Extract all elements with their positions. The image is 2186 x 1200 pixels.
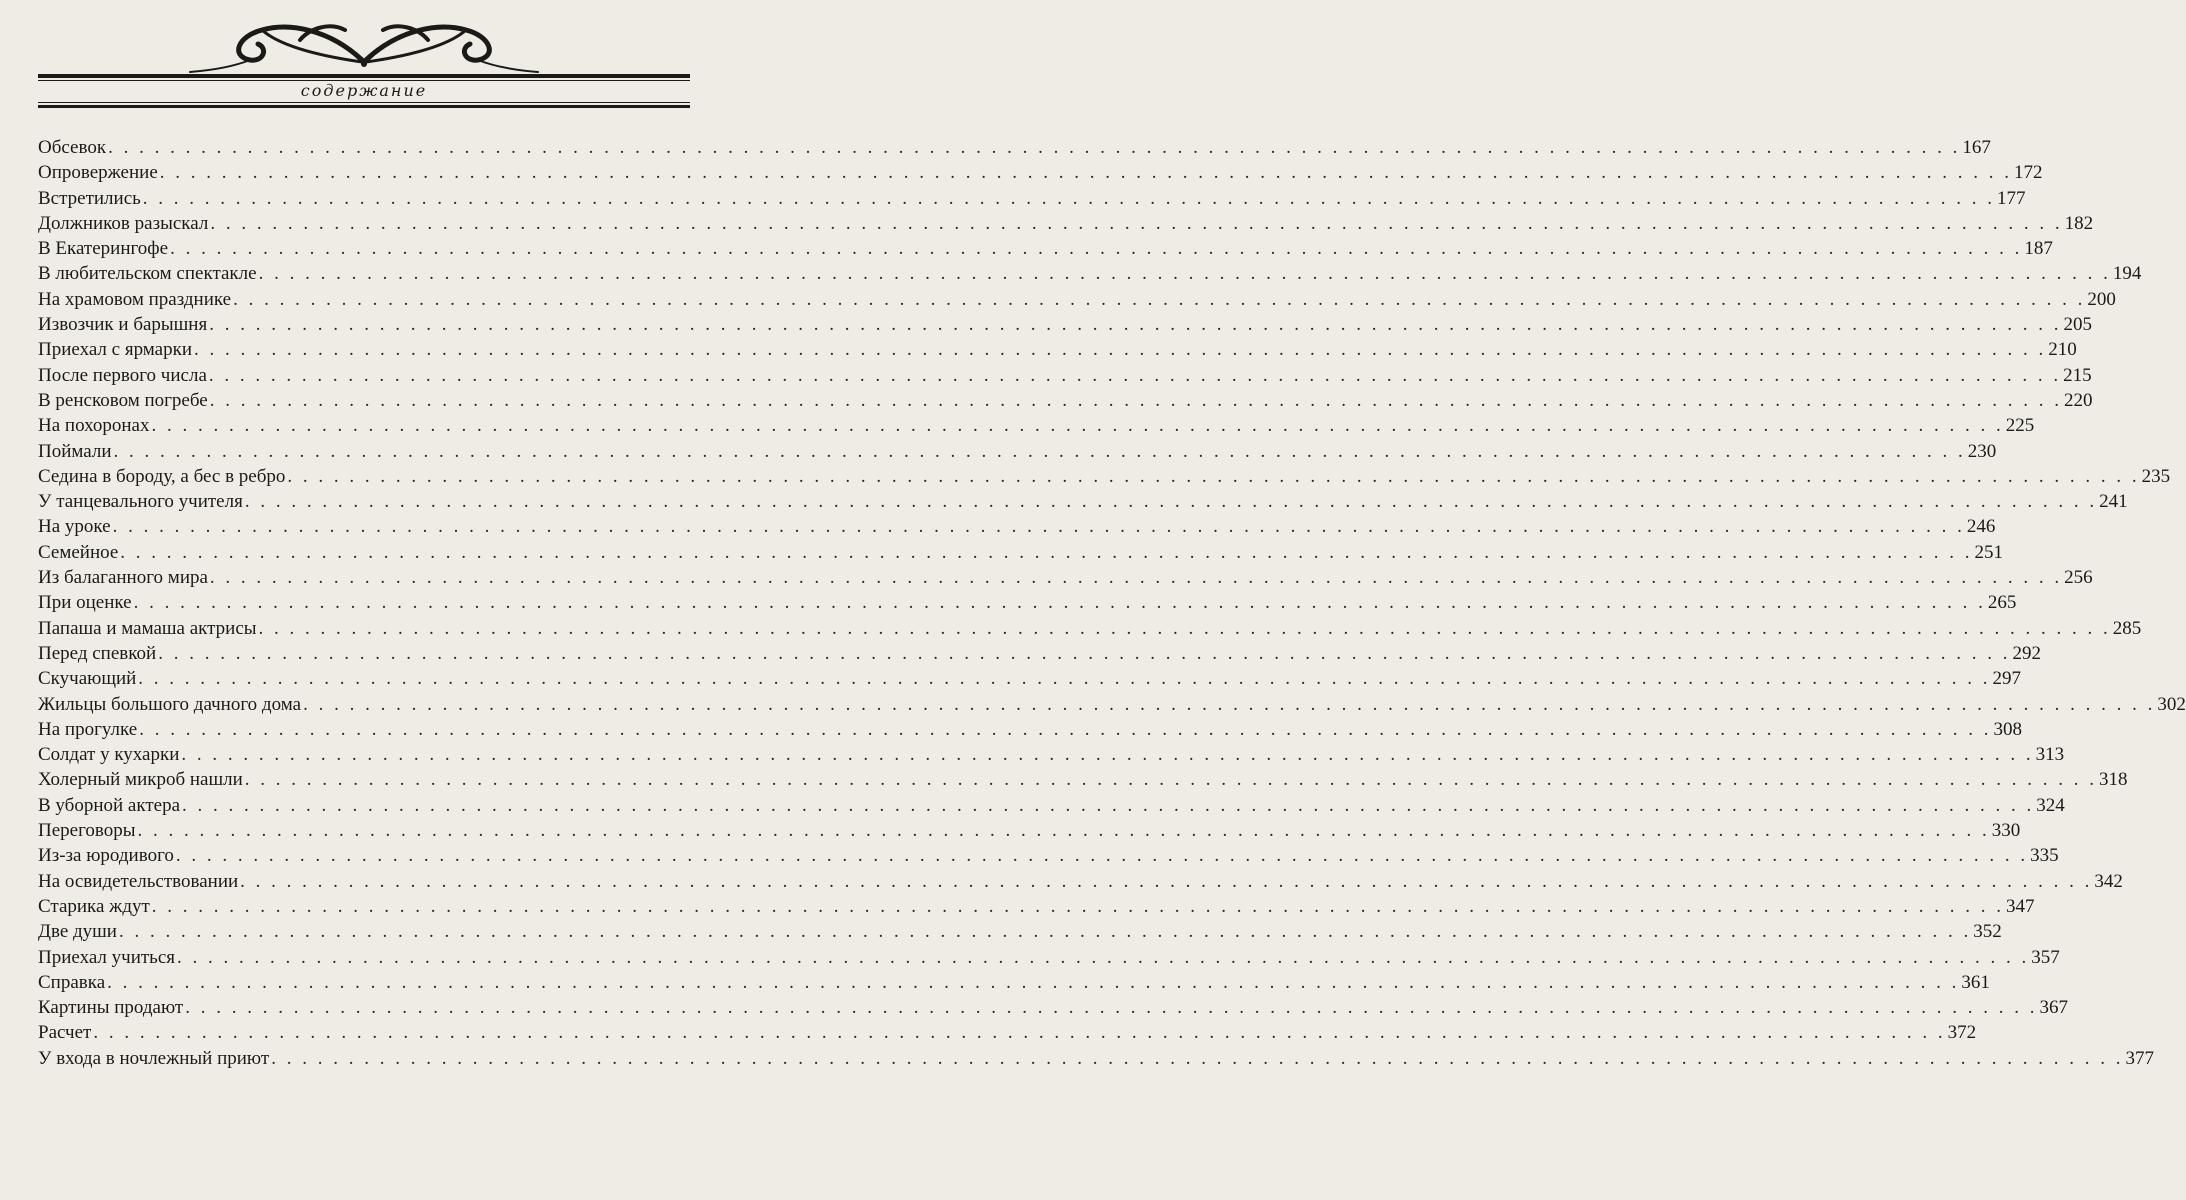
table-of-contents: [38, 135, 2186, 1071]
toc-entry-page: 235: [2141, 465, 2171, 487]
toc-entry-title: Солдат у кухарки: [38, 744, 180, 766]
toc-entry-title: Поймали: [38, 440, 112, 462]
toc-dot-leader: . . . . . . . . . . . . . . . . . . . . . . . . . . . . . . . . . . . . . . . . . . . . . . . . . . . . . . . . . . . . . . . . . . . . . . . . . . . . . . . . . . . . . . . . . . . . . . . . . . . . . . . . . . . . . . . . . . . . . . . .: [258, 263, 2111, 285]
toc-entry-title: Приехал учиться: [38, 946, 176, 968]
toc-entry-page: 187: [2024, 238, 2053, 260]
toc-entry: [38, 489, 2128, 514]
toc-entry-page: 194: [2112, 263, 2142, 285]
toc-dot-leader: . . . . . . . . . . . . . . . . . . . . . . . . . . . . . . . . . . . . . . . . . . . . . . . . . . . . . . . . . . . . . . . . . . . . . . . . . . . . . . . . . . . . . . . . . . . . . . . . . . . . . . . . . . . . . . . . . . . . . . . .: [158, 642, 2011, 664]
toc-entry-title: Седина в бороду, а бес в ребро: [38, 465, 286, 487]
toc-dot-leader: . . . . . . . . . . . . . . . . . . . . . . . . . . . . . . . . . . . . . . . . . . . . . . . . . . . . . . . . . . . . . . . . . . . . . . . . . . . . . . . . . . . . . . . . . . . . . . . . . . . . . . . . . . . . . . . . . . . . . . . .: [209, 314, 2062, 336]
toc-dot-leader: . . . . . . . . . . . . . . . . . . . . . . . . . . . . . . . . . . . . . . . . . . . . . . . . . . . . . . . . . . . . . . . . . . . . . . . . . . . . . . . . . . . . . . . . . . . . . . . . . . . . . . . . . . . . . . . . . . . . . . . .: [181, 744, 2034, 766]
toc-dot-leader: . . . . . . . . . . . . . . . . . . . . . . . . . . . . . . . . . . . . . . . . . . . . . . . . . . . . . . . . . . . . . . . . . . . . . . . . . . . . . . . . . . . . . . . . . . . . . . . . . . . . . . . . . . . . . . . . . . . . . . . .: [120, 541, 1973, 563]
toc-entry: [38, 742, 2065, 767]
toc-entry-page: 342: [2094, 870, 2123, 892]
toc-entry-page: 361: [1961, 971, 1990, 993]
toc-entry: [38, 337, 2077, 362]
toc-entry-title: При оценке: [38, 592, 132, 614]
toc-entry: [38, 363, 2092, 388]
toc-entry: [38, 869, 2123, 894]
toc-entry: [38, 717, 2022, 742]
toc-entry-page: 367: [2039, 997, 2068, 1019]
header-rule-top: [38, 74, 690, 78]
toc-dot-leader: . . . . . . . . . . . . . . . . . . . . . . . . . . . . . . . . . . . . . . . . . . . . . . . . . . . . . . . . . . . . . . . . . . . . . . . . . . . . . . . . . . . . . . . . . . . . . . . . . . . . . . . . . . . . . . . . . . . . . . . .: [138, 668, 1991, 690]
toc-entry-page: 357: [2031, 946, 2060, 968]
toc-dot-leader: . . . . . . . . . . . . . . . . . . . . . . . . . . . . . . . . . . . . . . . . . . . . . . . . . . . . . . . . . . . . . . . . . . . . . . . . . . . . . . . . . . . . . . . . . . . . . . . . . . . . . . . . . . . . . . . . . . . . . . . .: [151, 415, 2004, 437]
toc-entry: [38, 995, 2068, 1020]
toc-entry: [38, 616, 2142, 641]
toc-dot-leader: . . . . . . . . . . . . . . . . . . . . . . . . . . . . . . . . . . . . . . . . . . . . . . . . . . . . . . . . . . . . . . . . . . . . . . . . . . . . . . . . . . . . . . . . . . . . . . . . . . . . . . . . . . . . . . . . . . . . . . . .: [182, 794, 2035, 816]
toc-entry-page: 256: [2064, 567, 2093, 589]
toc-entry: [38, 464, 2171, 489]
toc-entry-title: Обсевок: [38, 137, 107, 158]
toc-entry-title: Переговоры: [38, 820, 136, 842]
toc-entry: [38, 767, 2128, 792]
toc-entry-title: Папаша и мамаша актрисы: [38, 617, 257, 639]
toc-entry-page: 246: [1966, 516, 1996, 538]
toc-entry-title: Перед спевкой: [38, 642, 157, 664]
toc-entry: [38, 514, 1996, 539]
toc-entry-title: Извозчик и барышня: [38, 314, 208, 336]
toc-entry: [38, 919, 2002, 944]
toc-entry-page: 205: [2063, 314, 2092, 336]
header-rule-bottom-thin: [38, 102, 690, 103]
toc-entry-page: 172: [2014, 162, 2043, 184]
toc-dot-leader: . . . . . . . . . . . . . . . . . . . . . . . . . . . . . . . . . . . . . . . . . . . . . . . . . . . . . . . . . . . . . . . . . . . . . . . . . . . . . . . . . . . . . . . . . . . . . . . . . . . . . . . . . . . . . . . . . . . . . . . .: [142, 187, 1996, 209]
toc-dot-leader: . . . . . . . . . . . . . . . . . . . . . . . . . . . . . . . . . . . . . . . . . . . . . . . . . . . . . . . . . . . . . . . . . . . . . . . . . . . . . . . . . . . . . . . . . . . . . . . . . . . . . . . . . . . . . . . . . . . . . . . .: [209, 567, 2063, 589]
toc-dot-leader: . . . . . . . . . . . . . . . . . . . . . . . . . . . . . . . . . . . . . . . . . . . . . . . . . . . . . . . . . . . . . . . . . . . . . . . . . . . . . . . . . . . . . . . . . . . . . . . . . . . . . . . . . . . . . . . . . . . . . . . .: [244, 491, 2098, 513]
toc-entry-title: Семейное: [38, 541, 119, 563]
toc-entry-page: 177: [1997, 187, 2026, 209]
header-rule-bottom: [38, 105, 690, 108]
toc-entry-title: Справка: [38, 971, 106, 993]
toc-entry-title: У танцевального учителя: [38, 491, 243, 513]
toc-dot-leader: . . . . . . . . . . . . . . . . . . . . . . . . . . . . . . . . . . . . . . . . . . . . . . . . . . . . . . . . . . . . . . . . . . . . . . . . . . . . . . . . . . . . . . . . . . . . . . . . . . . . . . . . . . . . . . . . . . . . . . . .: [159, 162, 2013, 184]
toc-entry: [38, 1046, 2154, 1071]
toc-dot-leader: . . . . . . . . . . . . . . . . . . . . . . . . . . . . . . . . . . . . . . . . . . . . . . . . . . . . . . . . . . . . . . . . . . . . . . . . . . . . . . . . . . . . . . . . . . . . . . . . . . . . . . . . . . . . . . . . . . . . . . . .: [108, 137, 1961, 158]
toc-entry-title: Картины продают: [38, 997, 184, 1019]
header-ornament: [0, 0, 728, 80]
toc-entry: [38, 160, 2043, 185]
toc-entry-title: В Екатерингофе: [38, 238, 169, 260]
toc-dot-leader: . . . . . . . . . . . . . . . . . . . . . . . . . . . . . . . . . . . . . . . . . . . . . . . . . . . . . . . . . . . . . . . . . . . . . . . . . . . . . . . . . . . . . . . . . . . . . . . . . . . . . . . . . . . . . . . . . . . . . . . .: [233, 288, 2086, 310]
toc-entry: [38, 970, 1990, 995]
toc-dot-leader: . . . . . . . . . . . . . . . . . . . . . . . . . . . . . . . . . . . . . . . . . . . . . . . . . . . . . . . . . . . . . . . . . . . . . . . . . . . . . . . . . . . . . . . . . . . . . . . . . . . . . . . . . . . . . . . . . . . . . . . .: [107, 971, 1960, 993]
toc-entry-page: 372: [1947, 1022, 1977, 1044]
toc-entry-page: 230: [1967, 440, 1997, 462]
toc-entry-page: 210: [2048, 339, 2077, 361]
section-heading-text: содержание: [291, 81, 437, 100]
toc-entry: [38, 565, 2093, 590]
toc-entry: [38, 818, 2021, 843]
toc-dot-leader: . . . . . . . . . . . . . . . . . . . . . . . . . . . . . . . . . . . . . . . . . . . . . . . . . . . . . . . . . . . . . . . . . . . . . . . . . . . . . . . . . . . . . . . . . . . . . . . . . . . . . . . . . . . . . . . . . . . . . . . .: [133, 592, 1986, 614]
toc-dot-leader: . . . . . . . . . . . . . . . . . . . . . . . . . . . . . . . . . . . . . . . . . . . . . . . . . . . . . . . . . . . . . . . . . . . . . . . . . . . . . . . . . . . . . . . . . . . . . . . . . . . . . . . . . . . . . . . . . . . . . . . .: [177, 946, 2030, 968]
toc-entry: [38, 793, 2065, 818]
toc-entry-title: Расчет: [38, 1022, 92, 1044]
toc-entry-title: Скучающий: [38, 668, 137, 690]
toc-dot-leader: . . . . . . . . . . . . . . . . . . . . . . . . . . . . . . . . . . . . . . . . . . . . . . . . . . . . . . . . . . . . . . . . . . . . . . . . . . . . . . . . . . . . . . . . . . . . . . . . . . . . . . . . . . . . . . . . . . . . . . . .: [271, 1047, 2124, 1069]
toc-dot-leader: . . . . . . . . . . . . . . . . . . . . . . . . . . . . . . . . . . . . . . . . . . . . . . . . . . . . . . . . . . . . . . . . . . . . . . . . . . . . . . . . . . . . . . . . . . . . . . . . . . . . . . . . . . . . . . . . . . . . . . . .: [208, 364, 2062, 386]
toc-dot-leader: . . . . . . . . . . . . . . . . . . . . . . . . . . . . . . . . . . . . . . . . . . . . . . . . . . . . . . . . . . . . . . . . . . . . . . . . . . . . . . . . . . . . . . . . . . . . . . . . . . . . . . . . . . . . . . . . . . . . . . . .: [170, 238, 2023, 260]
toc-entry-page: 347: [2006, 895, 2035, 917]
toc-entry: [38, 540, 2004, 565]
toc-entry: [38, 666, 2022, 691]
toc-entry-page: 251: [1974, 541, 2004, 563]
toc-entry: [38, 388, 2093, 413]
toc-entry: [38, 236, 2053, 261]
toc-dot-leader: . . . . . . . . . . . . . . . . . . . . . . . . . . . . . . . . . . . . . . . . . . . . . . . . . . . . . . . . . . . . . . . . . . . . . . . . . . . . . . . . . . . . . . . . . . . . . . . . . . . . . . . . . . . . . . . . . . . . . . . .: [93, 1022, 1946, 1044]
toc-entry-title: Должников разыскал: [38, 212, 209, 234]
toc-entry: [38, 590, 2017, 615]
toc-dot-leader: . . . . . . . . . . . . . . . . . . . . . . . . . . . . . . . . . . . . . . . . . . . . . . . . . . . . . . . . . . . . . . . . . . . . . . . . . . . . . . . . . . . . . . . . . . . . . . . . . . . . . . . . . . . . . . . . . . . . . . . .: [240, 870, 2093, 892]
toc-entry-title: После первого числа: [38, 364, 207, 386]
toc-dot-leader: . . . . . . . . . . . . . . . . . . . . . . . . . . . . . . . . . . . . . . . . . . . . . . . . . . . . . . . . . . . . . . . . . . . . . . . . . . . . . . . . . . . . . . . . . . . . . . . . . . . . . . . . . . . . . . . . . . . . . . . .: [303, 693, 2156, 715]
toc-entry-title: В любительском спектакле: [38, 263, 257, 285]
toc-entry-page: 377: [2125, 1047, 2154, 1069]
toc-entry-title: Холерный микроб нашли: [38, 769, 243, 791]
toc-entry-title: Жильцы большого дачного дома: [38, 693, 302, 715]
toc-dot-leader: . . . . . . . . . . . . . . . . . . . . . . . . . . . . . . . . . . . . . . . . . . . . . . . . . . . . . . . . . . . . . . . . . . . . . . . . . . . . . . . . . . . . . . . . . . . . . . . . . . . . . . . . . . . . . . . . . . . . . . . .: [185, 997, 2038, 1019]
toc-dot-leader: . . . . . . . . . . . . . . . . . . . . . . . . . . . . . . . . . . . . . . . . . . . . . . . . . . . . . . . . . . . . . . . . . . . . . . . . . . . . . . . . . . . . . . . . . . . . . . . . . . . . . . . . . . . . . . . . . . . . . . . .: [210, 212, 2063, 234]
toc-entry-page: 330: [1991, 820, 2021, 842]
section-heading: [0, 81, 728, 101]
toc-entry: [38, 692, 2186, 717]
toc-entry-page: 167: [1962, 137, 1991, 158]
toc-entry-title: Из балаганного мира: [38, 567, 208, 589]
toc-dot-leader: . . . . . . . . . . . . . . . . . . . . . . . . . . . . . . . . . . . . . . . . . . . . . . . . . . . . . . . . . . . . . . . . . . . . . . . . . . . . . . . . . . . . . . . . . . . . . . . . . . . . . . . . . . . . . . . . . . . . . . . .: [113, 440, 1966, 462]
toc-entry: [38, 843, 2059, 868]
toc-entry-title: Опровержение: [38, 162, 158, 184]
toc-entry: [38, 312, 2092, 337]
toc-entry-page: 308: [1993, 718, 2022, 740]
toc-dot-leader: . . . . . . . . . . . . . . . . . . . . . . . . . . . . . . . . . . . . . . . . . . . . . . . . . . . . . . . . . . . . . . . . . . . . . . . . . . . . . . . . . . . . . . . . . . . . . . . . . . . . . . . . . . . . . . . . . . . . . . . .: [287, 465, 2140, 487]
toc-entry-title: Встретились: [38, 187, 141, 209]
toc-entry-page: 215: [2063, 364, 2092, 386]
toc-dot-leader: . . . . . . . . . . . . . . . . . . . . . . . . . . . . . . . . . . . . . . . . . . . . . . . . . . . . . . . . . . . . . . . . . . . . . . . . . . . . . . . . . . . . . . . . . . . . . . . . . . . . . . . . . . . . . . . . . . . . . . . .: [175, 845, 2029, 867]
toc-entry-page: 318: [2099, 769, 2128, 791]
toc-entry: [38, 186, 2026, 211]
toc-entry: [38, 211, 2094, 236]
toc-entry-title: Из-за юродивого: [38, 845, 174, 867]
toc-entry-title: Приехал с ярмарки: [38, 339, 193, 361]
toc-dot-leader: . . . . . . . . . . . . . . . . . . . . . . . . . . . . . . . . . . . . . . . . . . . . . . . . . . . . . . . . . . . . . . . . . . . . . . . . . . . . . . . . . . . . . . . . . . . . . . . . . . . . . . . . . . . . . . . . . . . . . . . .: [194, 339, 2047, 361]
toc-dot-leader: . . . . . . . . . . . . . . . . . . . . . . . . . . . . . . . . . . . . . . . . . . . . . . . . . . . . . . . . . . . . . . . . . . . . . . . . . . . . . . . . . . . . . . . . . . . . . . . . . . . . . . . . . . . . . . . . . . . . . . . .: [209, 389, 2062, 411]
toc-entry-page: 241: [2099, 491, 2128, 513]
toc-dot-leader: . . . . . . . . . . . . . . . . . . . . . . . . . . . . . . . . . . . . . . . . . . . . . . . . . . . . . . . . . . . . . . . . . . . . . . . . . . . . . . . . . . . . . . . . . . . . . . . . . . . . . . . . . . . . . . . . . . . . . . . .: [151, 895, 2005, 917]
toc-dot-leader: . . . . . . . . . . . . . . . . . . . . . . . . . . . . . . . . . . . . . . . . . . . . . . . . . . . . . . . . . . . . . . . . . . . . . . . . . . . . . . . . . . . . . . . . . . . . . . . . . . . . . . . . . . . . . . . . . . . . . . . .: [118, 921, 1972, 943]
toc-entry-title: На храмовом празднике: [38, 288, 232, 310]
toc-entry: [38, 945, 2060, 970]
toc-entry-page: 225: [2005, 415, 2035, 437]
toc-entry: [38, 641, 2041, 666]
toc-entry-page: 352: [1973, 921, 2002, 943]
toc-entry-title: Старика ждут: [38, 895, 150, 917]
toc-entry: [38, 135, 1991, 160]
toc-entry-title: В ренсковом погребе: [38, 389, 208, 411]
toc-dot-leader: . . . . . . . . . . . . . . . . . . . . . . . . . . . . . . . . . . . . . . . . . . . . . . . . . . . . . . . . . . . . . . . . . . . . . . . . . . . . . . . . . . . . . . . . . . . . . . . . . . . . . . . . . . . . . . . . . . . . . . . .: [112, 516, 1965, 538]
toc-entry-title: На похоронах: [38, 415, 150, 437]
toc-entry: [38, 287, 2116, 312]
toc-entry-title: На освидетельствовании: [38, 870, 239, 892]
toc-entry: [38, 413, 2035, 438]
toc-entry: [38, 439, 1997, 464]
toc-dot-leader: . . . . . . . . . . . . . . . . . . . . . . . . . . . . . . . . . . . . . . . . . . . . . . . . . . . . . . . . . . . . . . . . . . . . . . . . . . . . . . . . . . . . . . . . . . . . . . . . . . . . . . . . . . . . . . . . . . . . . . . .: [139, 718, 1992, 740]
toc-entry: [38, 261, 2142, 286]
toc-entry-page: 182: [2064, 212, 2094, 234]
toc-entry-page: 292: [2012, 642, 2041, 664]
toc-dot-leader: . . . . . . . . . . . . . . . . . . . . . . . . . . . . . . . . . . . . . . . . . . . . . . . . . . . . . . . . . . . . . . . . . . . . . . . . . . . . . . . . . . . . . . . . . . . . . . . . . . . . . . . . . . . . . . . . . . . . . . . .: [258, 617, 2111, 639]
toc-entry-page: 324: [2036, 794, 2065, 816]
toc-dot-leader: . . . . . . . . . . . . . . . . . . . . . . . . . . . . . . . . . . . . . . . . . . . . . . . . . . . . . . . . . . . . . . . . . . . . . . . . . . . . . . . . . . . . . . . . . . . . . . . . . . . . . . . . . . . . . . . . . . . . . . . .: [137, 820, 1990, 842]
toc-entry-page: 285: [2112, 617, 2142, 639]
toc-entry-title: На уроке: [38, 516, 111, 538]
toc-dot-leader: . . . . . . . . . . . . . . . . . . . . . . . . . . . . . . . . . . . . . . . . . . . . . . . . . . . . . . . . . . . . . . . . . . . . . . . . . . . . . . . . . . . . . . . . . . . . . . . . . . . . . . . . . . . . . . . . . . . . . . . .: [244, 769, 2098, 791]
toc-entry-page: 335: [2030, 845, 2059, 867]
toc-entry-title: Две души: [38, 921, 117, 943]
toc-entry: [38, 1020, 1977, 1045]
toc-entry-page: 313: [2035, 744, 2065, 766]
toc-entry-page: 200: [2087, 288, 2116, 310]
toc-entry-title: На прогулке: [38, 718, 138, 740]
toc-entry-title: В уборной актера: [38, 794, 181, 816]
toc-entry: [38, 894, 2035, 919]
toc-entry-page: 302: [2157, 693, 2186, 715]
toc-entry-page: 220: [2063, 389, 2093, 411]
toc-entry-title: У входа в ночлежный приют: [38, 1047, 270, 1069]
toc-entry-page: 297: [1992, 668, 2022, 690]
toc-entry-page: 265: [1987, 592, 2017, 614]
